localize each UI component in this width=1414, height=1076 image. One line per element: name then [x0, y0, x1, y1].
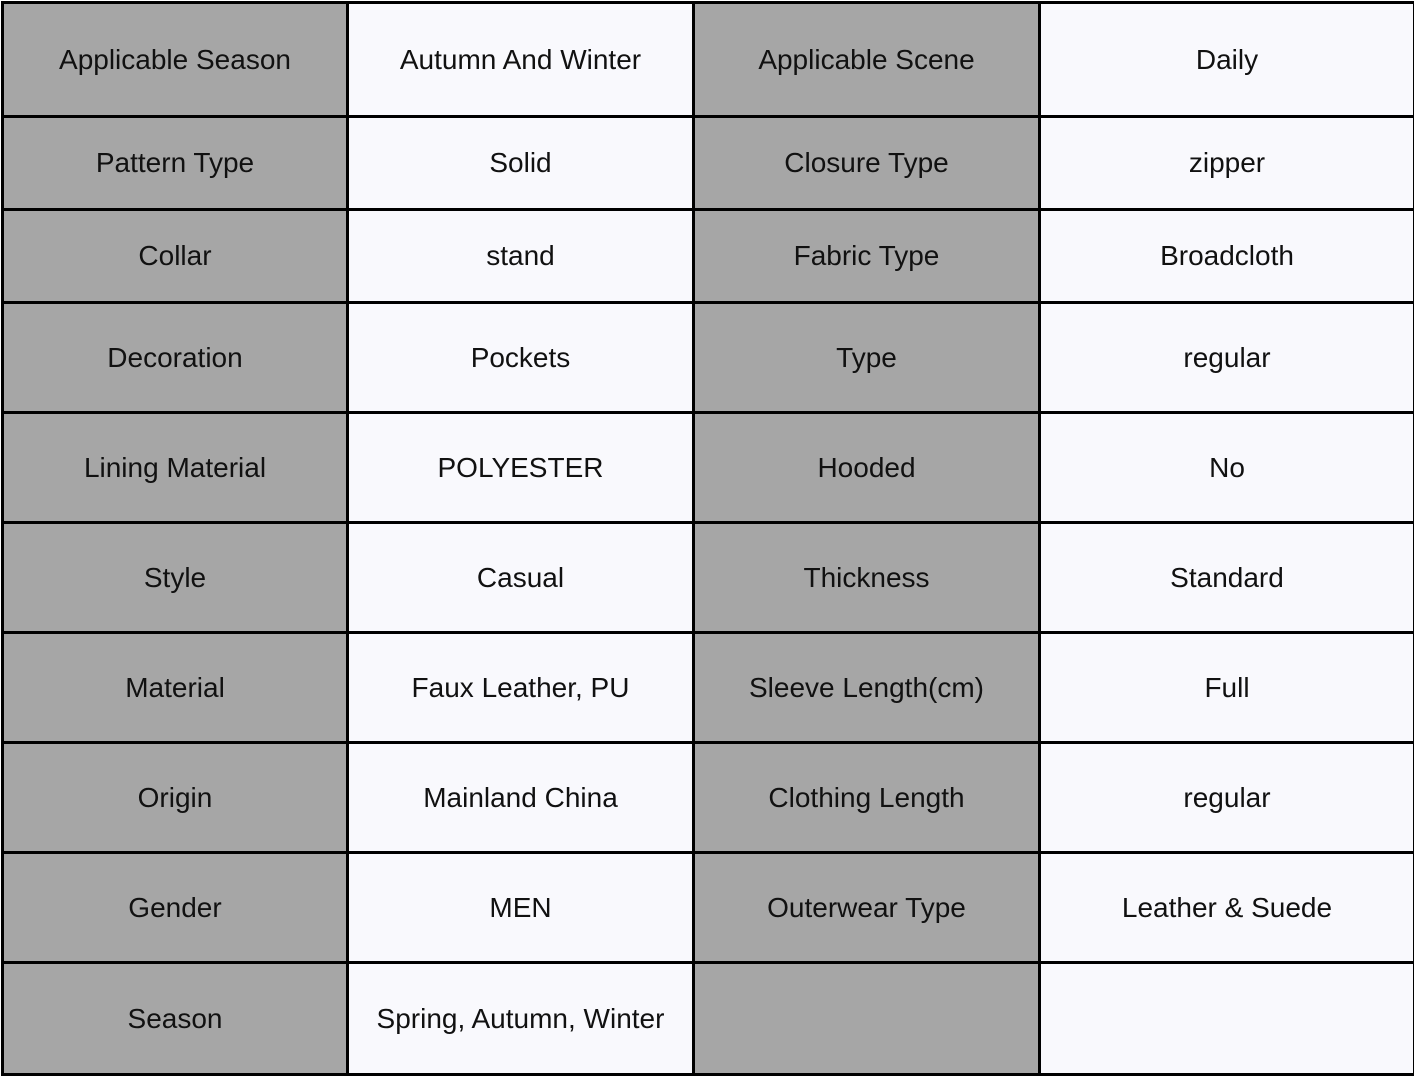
table-row	[3, 523, 1414, 633]
table-row	[3, 963, 1414, 1075]
attribute-label: Pattern Type	[3, 117, 348, 210]
attribute-value: Autumn And Winter	[348, 3, 694, 117]
attribute-value: stand	[348, 210, 694, 303]
attribute-value: Daily	[1040, 3, 1414, 117]
attribute-value: Solid	[348, 117, 694, 210]
attribute-label: Collar	[3, 210, 348, 303]
attribute-label: Thickness	[694, 523, 1040, 633]
attribute-label: Style	[3, 523, 348, 633]
table-row	[3, 3, 1414, 117]
attribute-label: Material	[3, 633, 348, 743]
table-row	[3, 413, 1414, 523]
attribute-value: Spring, Autumn, Winter	[348, 963, 694, 1075]
attribute-value: No	[1040, 413, 1414, 523]
attribute-value: Standard	[1040, 523, 1414, 633]
attribute-value: Pockets	[348, 303, 694, 413]
attribute-label: Season	[3, 963, 348, 1075]
attribute-label: Clothing Length	[694, 743, 1040, 853]
attribute-value: Broadcloth	[1040, 210, 1414, 303]
attribute-value: Leather & Suede	[1040, 853, 1414, 963]
table-row	[3, 633, 1414, 743]
attribute-value: regular	[1040, 743, 1414, 853]
attribute-label: Sleeve Length(cm)	[694, 633, 1040, 743]
attribute-label: Outerwear Type	[694, 853, 1040, 963]
attribute-label: Type	[694, 303, 1040, 413]
attribute-label: Hooded	[694, 413, 1040, 523]
attribute-value: zipper	[1040, 117, 1414, 210]
attribute-value: MEN	[348, 853, 694, 963]
spec-table	[1, 1, 1414, 1076]
attribute-label: Fabric Type	[694, 210, 1040, 303]
attribute-label-empty	[694, 963, 1040, 1075]
table-row	[3, 117, 1414, 210]
attribute-label: Applicable Season	[3, 3, 348, 117]
attribute-value-empty	[1040, 963, 1414, 1075]
attribute-value: Mainland China	[348, 743, 694, 853]
attribute-label: Closure Type	[694, 117, 1040, 210]
attribute-value: regular	[1040, 303, 1414, 413]
attribute-value: Faux Leather, PU	[348, 633, 694, 743]
attribute-label: Decoration	[3, 303, 348, 413]
attribute-value: Casual	[348, 523, 694, 633]
attribute-value: POLYESTER	[348, 413, 694, 523]
attribute-label: Origin	[3, 743, 348, 853]
table-row	[3, 210, 1414, 303]
table-row	[3, 853, 1414, 963]
attribute-label: Gender	[3, 853, 348, 963]
table-row	[3, 743, 1414, 853]
attribute-label: Lining Material	[3, 413, 348, 523]
table-row	[3, 303, 1414, 413]
attribute-value: Full	[1040, 633, 1414, 743]
attribute-label: Applicable Scene	[694, 3, 1040, 117]
